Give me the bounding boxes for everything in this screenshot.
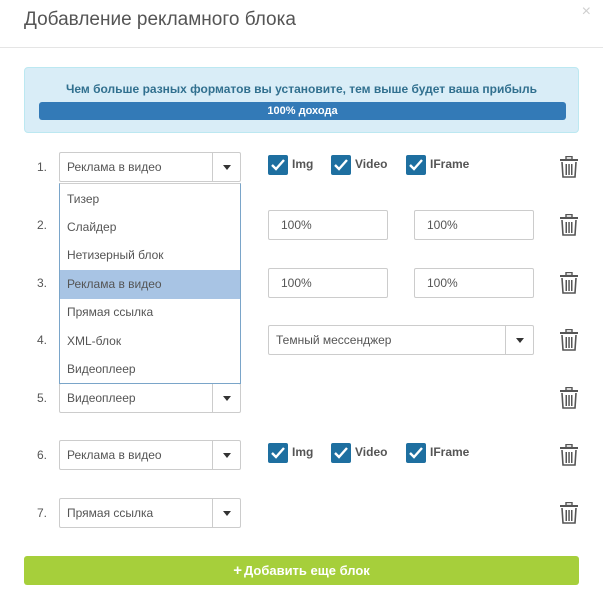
row-number: 5. [37, 391, 48, 405]
dropdown-option[interactable]: Тизер [67, 192, 100, 206]
trash-icon[interactable] [559, 387, 579, 409]
trash-icon[interactable] [559, 156, 579, 178]
format-select-value: Реклама в видео [67, 448, 162, 462]
theme-select[interactable] [268, 325, 534, 355]
info-text: Чем больше разных форматов вы установите, тем выше будет ваша прибыль [65, 82, 538, 96]
dropdown-option-selected[interactable]: Реклама в видео [60, 270, 240, 299]
modal-header [0, 0, 603, 48]
block-row [0, 440, 603, 470]
chevron-down-icon[interactable] [212, 384, 240, 412]
row-number: 6. [37, 448, 48, 462]
width-input[interactable]: 100% [268, 210, 388, 240]
dropdown-option[interactable]: Слайдер [67, 220, 117, 234]
info-alert [24, 67, 579, 133]
chevron-down-icon[interactable] [212, 441, 240, 469]
trash-icon[interactable] [559, 214, 579, 236]
trash-icon[interactable] [559, 329, 579, 351]
chevron-down-icon[interactable] [212, 153, 240, 181]
block-row [0, 498, 603, 528]
progress-bar-fill: 100% дохода [39, 102, 566, 120]
format-select-value: Прямая ссылка [67, 506, 154, 520]
checkbox-label: Video [355, 157, 388, 171]
checkbox-label: IFrame [430, 157, 470, 171]
add-block-label: Добавить еще блок [243, 563, 370, 578]
width-input[interactable]: 100% [268, 268, 388, 298]
dropdown-option[interactable]: Прямая ссылка [67, 305, 154, 319]
checkmark-icon [268, 443, 288, 463]
trash-icon[interactable] [559, 444, 579, 466]
add-block-button[interactable] [24, 556, 579, 585]
height-input[interactable]: 100% [414, 268, 534, 298]
checkbox-label: Img [292, 445, 314, 459]
checkmark-icon [406, 155, 426, 175]
theme-select-value: Темный мессенджер [276, 333, 392, 347]
row-number: 3. [37, 276, 48, 290]
checkmark-icon [331, 155, 351, 175]
trash-icon[interactable] [559, 502, 579, 524]
checkmark-icon [406, 443, 426, 463]
row-number: 7. [37, 506, 48, 520]
height-input[interactable]: 100% [414, 210, 534, 240]
chevron-down-icon[interactable] [212, 499, 240, 527]
plus-icon: + [233, 562, 242, 579]
checkbox-label: Video [355, 445, 388, 459]
dropdown-option[interactable]: Нетизерный блок [67, 248, 164, 262]
format-select-value: Видеоплеер [67, 391, 136, 405]
revenue-progress [39, 102, 566, 120]
modal-title: Добавление рекламного блока [24, 9, 296, 30]
format-select[interactable] [59, 383, 241, 413]
checkbox-label: Img [292, 157, 314, 171]
block-row [0, 152, 603, 182]
trash-icon[interactable] [559, 272, 579, 294]
checkmark-icon [268, 155, 288, 175]
dropdown-option[interactable]: Видеоплеер [67, 362, 136, 376]
format-select[interactable] [59, 152, 241, 182]
row-number: 1. [37, 160, 48, 174]
block-row [0, 383, 603, 413]
checkmark-icon [331, 443, 351, 463]
format-select[interactable] [59, 440, 241, 470]
dropdown-option[interactable]: XML-блок [67, 334, 122, 348]
format-dropdown-list [59, 183, 241, 384]
close-icon[interactable]: × [581, 3, 591, 20]
chevron-down-icon[interactable] [505, 326, 533, 354]
format-select-value: Реклама в видео [67, 160, 162, 174]
row-number: 4. [37, 333, 48, 347]
checkbox-label: IFrame [430, 445, 470, 459]
format-select[interactable] [59, 498, 241, 528]
row-number: 2. [37, 218, 48, 232]
